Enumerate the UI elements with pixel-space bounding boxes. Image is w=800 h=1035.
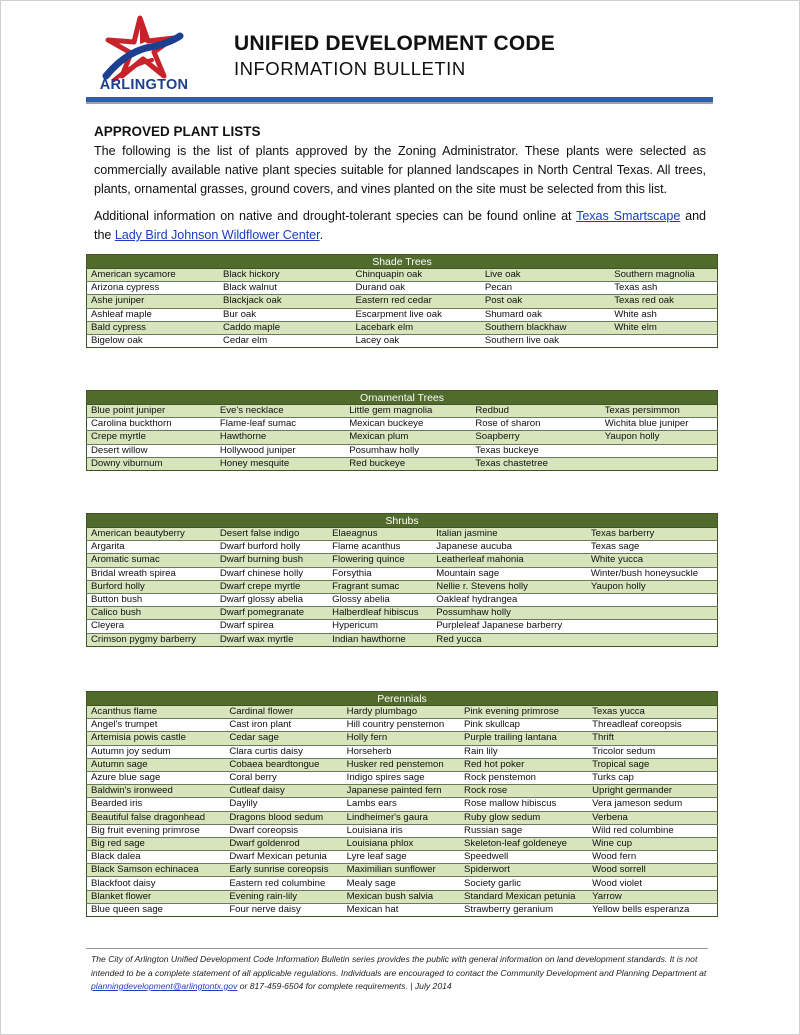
plant-name-cell: Crimson pygmy barberry	[87, 633, 216, 646]
plant-name-cell: Cast iron plant	[225, 719, 342, 732]
plant-name-cell: Flowering quince	[328, 554, 432, 567]
plant-name-cell: Wine cup	[588, 837, 717, 850]
table-row	[87, 295, 718, 308]
plant-name-cell: Dragons blood sedum	[225, 811, 342, 824]
plant-name-cell: Pink evening primrose	[460, 706, 588, 719]
plant-name-cell: Pecan	[481, 282, 610, 295]
plant-name-cell: Wichita blue juniper	[601, 418, 718, 431]
plant-name-cell: Southern magnolia	[610, 269, 717, 282]
plant-name-cell: Vera jameson sedum	[588, 798, 717, 811]
plant-name-cell: Blackfoot daisy	[87, 877, 226, 890]
plant-name-cell: Red buckeye	[345, 457, 471, 470]
plant-name-cell: Mexican buckeye	[345, 418, 471, 431]
plant-name-cell: Wood violet	[588, 877, 717, 890]
plant-name-cell: Tricolor sedum	[588, 745, 717, 758]
plant-name-cell: Dwarf Mexican petunia	[225, 851, 342, 864]
plant-name-cell: Texas yucca	[588, 706, 717, 719]
plant-name-cell: Winter/bush honeysuckle	[587, 567, 718, 580]
plant-name-cell: Texas chastetree	[471, 457, 600, 470]
plant-name-cell: Nellie r. Stevens holly	[432, 580, 587, 593]
table-row	[87, 580, 718, 593]
table-row	[87, 798, 718, 811]
plant-name-cell: Coral berry	[225, 771, 342, 784]
logo-wordmark: ARLINGTON	[99, 77, 189, 93]
table-row	[87, 457, 718, 470]
plant-name-cell: Bridal wreath spirea	[87, 567, 216, 580]
plant-name-cell: Live oak	[481, 269, 610, 282]
intro-text: Additional information on native and drought-tolerant species can be found online at	[94, 209, 577, 223]
plant-name-cell: Yaupon holly	[601, 431, 718, 444]
table-row	[87, 824, 718, 837]
plant-name-cell: Eastern red cedar	[352, 295, 481, 308]
table-row	[87, 528, 718, 541]
plant-name-cell	[587, 633, 718, 646]
plant-name-cell: Hypericum	[328, 620, 432, 633]
table-row	[87, 758, 718, 771]
plant-name-cell: Hill country penstemon	[343, 719, 460, 732]
plant-name-cell: Rose of sharon	[471, 418, 600, 431]
plant-name-cell: Dwarf chinese holly	[216, 567, 328, 580]
plant-name-cell: Wood fern	[588, 851, 717, 864]
plant-name-cell: Carolina buckthorn	[87, 418, 216, 431]
table-row	[87, 554, 718, 567]
plant-name-cell: Desert willow	[87, 444, 216, 457]
plant-name-cell: Mealy sage	[343, 877, 460, 890]
table-title: Shade Trees	[87, 255, 718, 269]
plant-name-cell: Wood sorrell	[588, 864, 717, 877]
plant-name-cell: Lindheimer's gaura	[343, 811, 460, 824]
plant-name-cell: Louisiana iris	[343, 824, 460, 837]
plant-name-cell: Strawberry geranium	[460, 903, 588, 916]
plant-name-cell: Caddo maple	[219, 321, 352, 334]
plant-name-cell: Elaeagnus	[328, 528, 432, 541]
plant-name-cell: Standard Mexican petunia	[460, 890, 588, 903]
intro-section	[94, 124, 706, 253]
plant-name-cell: Aromatic sumac	[87, 554, 216, 567]
planning-email-link[interactable]: planningdevelopment@arlingtontx.gov	[91, 981, 238, 991]
table-row	[87, 903, 718, 916]
bulletin-title: UNIFIED DEVELOPMENT CODE	[234, 32, 555, 55]
plant-name-cell: Cedar elm	[219, 334, 352, 347]
table-title: Perennials	[87, 692, 718, 706]
shade-trees-table	[86, 254, 718, 348]
plant-name-cell: Ashleaf maple	[87, 308, 220, 321]
plant-name-cell: Purple trailing lantana	[460, 732, 588, 745]
plant-name-cell: Big red sage	[87, 837, 226, 850]
plant-name-cell: Japanese aucuba	[432, 541, 587, 554]
plant-name-cell: Mexican bush salvia	[343, 890, 460, 903]
table-row	[87, 719, 718, 732]
plant-name-cell: Redbud	[471, 405, 600, 418]
texas-smartscape-link[interactable]: Texas Smartscape	[576, 209, 681, 223]
plant-name-cell: Texas red oak	[610, 295, 717, 308]
table-row	[87, 837, 718, 850]
plant-name-cell: Dwarf coreopsis	[225, 824, 342, 837]
table-row	[87, 864, 718, 877]
plant-name-cell: Evening rain-lily	[225, 890, 342, 903]
table-row	[87, 308, 718, 321]
plant-name-cell: Blackjack oak	[219, 295, 352, 308]
intro-paragraph-2	[94, 207, 706, 245]
footer-disclaimer	[91, 953, 711, 994]
table-row	[87, 877, 718, 890]
plant-name-cell: Texas buckeye	[471, 444, 600, 457]
plant-name-cell: Rose mallow hibiscus	[460, 798, 588, 811]
plant-name-cell: Desert false indigo	[216, 528, 328, 541]
header-rule-gray	[86, 102, 713, 104]
plant-name-cell	[587, 620, 718, 633]
plant-name-cell: Southern blackhaw	[481, 321, 610, 334]
plant-name-cell: Red hot poker	[460, 758, 588, 771]
plant-name-cell: Mexican plum	[345, 431, 471, 444]
footer-text: or 817-459-6504 for complete requirements. | July 2014	[237, 981, 452, 991]
table-row	[87, 745, 718, 758]
plant-name-cell: Tropical sage	[588, 758, 717, 771]
plant-name-cell: Dwarf goldenrod	[225, 837, 342, 850]
plant-name-cell: Crepe myrtle	[87, 431, 216, 444]
plant-name-cell: Forsythia	[328, 567, 432, 580]
table-row	[87, 706, 718, 719]
plant-name-cell: Bigelow oak	[87, 334, 220, 347]
table-row	[87, 851, 718, 864]
plant-name-cell: Italian jasmine	[432, 528, 587, 541]
plant-name-cell: Texas persimmon	[601, 405, 718, 418]
plant-name-cell: Turks cap	[588, 771, 717, 784]
plant-name-cell: Clara curtis daisy	[225, 745, 342, 758]
plant-name-cell: Southern live oak	[481, 334, 610, 347]
plant-name-cell: Honey mesquite	[216, 457, 345, 470]
plant-name-cell: Hollywood juniper	[216, 444, 345, 457]
plant-name-cell: Dwarf pomegranate	[216, 607, 328, 620]
plant-name-cell: Lacey oak	[352, 334, 481, 347]
plant-name-cell: Hardy plumbago	[343, 706, 460, 719]
plant-name-cell: Big fruit evening primrose	[87, 824, 226, 837]
plant-name-cell: Blue queen sage	[87, 903, 226, 916]
plant-name-cell: Blanket flower	[87, 890, 226, 903]
plant-name-cell: Horseherb	[343, 745, 460, 758]
plant-name-cell: Cleyera	[87, 620, 216, 633]
plant-name-cell: Spiderwort	[460, 864, 588, 877]
plant-name-cell: Eastern red columbine	[225, 877, 342, 890]
plant-name-cell: Leatherleaf mahonia	[432, 554, 587, 567]
plant-name-cell: Indigo spires sage	[343, 771, 460, 784]
plant-name-cell: Post oak	[481, 295, 610, 308]
plant-name-cell: Texas barberry	[587, 528, 718, 541]
plant-name-cell: Indian hawthorne	[328, 633, 432, 646]
plant-name-cell: Yaupon holly	[587, 580, 718, 593]
plant-name-cell: Ashe juniper	[87, 295, 220, 308]
plant-name-cell: Thrift	[588, 732, 717, 745]
plant-name-cell: Escarpment live oak	[352, 308, 481, 321]
ornamental-trees-table	[86, 390, 718, 471]
plant-name-cell: Upright germander	[588, 785, 717, 798]
plant-name-cell: Artemisia powis castle	[87, 732, 226, 745]
table-row	[87, 444, 718, 457]
plant-name-cell: Downy viburnum	[87, 457, 216, 470]
plant-name-cell: Speedwell	[460, 851, 588, 864]
plant-name-cell: Dwarf wax myrtle	[216, 633, 328, 646]
plant-name-cell: Calico bush	[87, 607, 216, 620]
plant-name-cell: Rock penstemon	[460, 771, 588, 784]
plant-name-cell: Little gem magnolia	[345, 405, 471, 418]
table-row	[87, 541, 718, 554]
intro-paragraph-1: The following is the list of plants approved by the Zoning Administrator. These plants were selected as commercially available native plant species suitable for planned landscapes in North Central Texas. All trees, plants, ornamental grasses, ground covers, and vines planted on the site must be selected from this list.	[94, 144, 706, 196]
plant-name-cell: Mountain sage	[432, 567, 587, 580]
plant-name-cell: Maximilian sunflower	[343, 864, 460, 877]
plant-name-cell: Rock rose	[460, 785, 588, 798]
plant-name-cell: Autumn joy sedum	[87, 745, 226, 758]
table-row	[87, 732, 718, 745]
plant-name-cell: Texas ash	[610, 282, 717, 295]
plant-name-cell: Skeleton-leaf goldeneye	[460, 837, 588, 850]
footer-rule	[86, 948, 708, 949]
plant-name-cell: Wild red columbine	[588, 824, 717, 837]
table-row	[87, 771, 718, 784]
table-row	[87, 418, 718, 431]
plant-name-cell: Flame-leaf sumac	[216, 418, 345, 431]
plant-name-cell: Possumhaw holly	[432, 607, 587, 620]
table-row	[87, 593, 718, 606]
plant-name-cell: Japanese painted fern	[343, 785, 460, 798]
plant-name-cell: Lyre leaf sage	[343, 851, 460, 864]
table-row	[87, 282, 718, 295]
plant-name-cell	[610, 334, 717, 347]
plant-name-cell: Cutleaf daisy	[225, 785, 342, 798]
plant-name-cell: Dwarf burning bush	[216, 554, 328, 567]
plant-name-cell: Angel's trumpet	[87, 719, 226, 732]
plant-name-cell: Oakleaf hydrangea	[432, 593, 587, 606]
plant-name-cell: Arizona cypress	[87, 282, 220, 295]
plant-name-cell: Black hickory	[219, 269, 352, 282]
plant-name-cell: Four nerve daisy	[225, 903, 342, 916]
plant-name-cell: Yarrow	[588, 890, 717, 903]
plant-name-cell: Cobaea beardtongue	[225, 758, 342, 771]
plant-name-cell: Mexican hat	[343, 903, 460, 916]
plant-name-cell: Burford holly	[87, 580, 216, 593]
plant-name-cell: Black walnut	[219, 282, 352, 295]
table-row	[87, 811, 718, 824]
plant-name-cell: Dwarf crepe myrtle	[216, 580, 328, 593]
table-row	[87, 607, 718, 620]
wildflower-center-link[interactable]: Lady Bird Johnson Wildflower Center	[114, 228, 320, 242]
plant-name-cell: White ash	[610, 308, 717, 321]
table-row	[87, 620, 718, 633]
plant-name-cell: Daylily	[225, 798, 342, 811]
plant-name-cell: Argarita	[87, 541, 216, 554]
table-row	[87, 321, 718, 334]
plant-name-cell: Dwarf spirea	[216, 620, 328, 633]
plant-name-cell: American beautyberry	[87, 528, 216, 541]
plant-name-cell: Blue point juniper	[87, 405, 216, 418]
plant-name-cell: White elm	[610, 321, 717, 334]
plant-name-cell: Society garlic	[460, 877, 588, 890]
plant-name-cell: Bald cypress	[87, 321, 220, 334]
table-title: Ornamental Trees	[87, 391, 718, 405]
intro-text: .	[319, 228, 324, 242]
plant-name-cell: Louisiana phlox	[343, 837, 460, 850]
plant-name-cell: Cedar sage	[225, 732, 342, 745]
plant-name-cell: Lambs ears	[343, 798, 460, 811]
shrubs-table	[86, 513, 718, 647]
plant-name-cell: Soapberry	[471, 431, 600, 444]
plant-name-cell: Lacebark elm	[352, 321, 481, 334]
plant-name-cell: Holly fern	[343, 732, 460, 745]
plant-name-cell: Cardinal flower	[225, 706, 342, 719]
table-row	[87, 890, 718, 903]
plant-name-cell: American sycamore	[87, 269, 220, 282]
plant-name-cell	[587, 593, 718, 606]
plant-name-cell: Autumn sage	[87, 758, 226, 771]
plant-name-cell: White yucca	[587, 554, 718, 567]
plant-name-cell	[601, 457, 718, 470]
plant-name-cell: Hawthorne	[216, 431, 345, 444]
table-title: Shrubs	[87, 514, 718, 528]
plant-name-cell: Rain lily	[460, 745, 588, 758]
plant-name-cell: Baldwin's ironweed	[87, 785, 226, 798]
plant-name-cell: Black dalea	[87, 851, 226, 864]
plant-name-cell: Dwarf burford holly	[216, 541, 328, 554]
plant-name-cell: Early sunrise coreopsis	[225, 864, 342, 877]
plant-name-cell: Texas sage	[587, 541, 718, 554]
plant-name-cell: Dwarf glossy abelia	[216, 593, 328, 606]
plant-name-cell: Acanthus flame	[87, 706, 226, 719]
plant-name-cell: Chinquapin oak	[352, 269, 481, 282]
plant-name-cell: Halberdleaf hibiscus	[328, 607, 432, 620]
perennials-table	[86, 691, 718, 917]
plant-name-cell: Posumhaw holly	[345, 444, 471, 457]
plant-name-cell: Threadleaf coreopsis	[588, 719, 717, 732]
table-row	[87, 431, 718, 444]
plant-name-cell	[587, 607, 718, 620]
plant-name-cell: Fragrant sumac	[328, 580, 432, 593]
plant-name-cell: Purpleleaf Japanese barberry	[432, 620, 587, 633]
plant-name-cell: Azure blue sage	[87, 771, 226, 784]
plant-name-cell: Glossy abelia	[328, 593, 432, 606]
plant-name-cell: Bur oak	[219, 308, 352, 321]
bulletin-subtitle: INFORMATION BULLETIN	[234, 58, 466, 79]
plant-name-cell: Pink skullcap	[460, 719, 588, 732]
plant-name-cell: Beautiful false dragonhead	[87, 811, 226, 824]
plant-name-cell	[601, 444, 718, 457]
plant-name-cell: Black Samson echinacea	[87, 864, 226, 877]
plant-name-cell: Ruby glow sedum	[460, 811, 588, 824]
plant-name-cell: Red yucca	[432, 633, 587, 646]
table-row	[87, 633, 718, 646]
table-row	[87, 567, 718, 580]
plant-name-cell: Flame acanthus	[328, 541, 432, 554]
plant-name-cell: Durand oak	[352, 282, 481, 295]
footer-text: The City of Arlington Unified Development Code Information Bulletin series provides the public with general information on land development standards. It is not intended to be a complete statement of all applicable regulations. Individuals are encouraged to contact the Community Development and Planning Department at	[91, 954, 707, 978]
plant-name-cell: Button bush	[87, 593, 216, 606]
plant-name-cell: Verbena	[588, 811, 717, 824]
section-heading: APPROVED PLANT LISTS	[94, 124, 261, 139]
plant-name-cell: Eve's necklace	[216, 405, 345, 418]
plant-name-cell: Russian sage	[460, 824, 588, 837]
plant-name-cell: Bearded iris	[87, 798, 226, 811]
plant-name-cell: Shumard oak	[481, 308, 610, 321]
table-row	[87, 405, 718, 418]
plant-name-cell: Yellow bells esperanza	[588, 903, 717, 916]
table-row	[87, 269, 718, 282]
plant-name-cell: Husker red penstemon	[343, 758, 460, 771]
table-row	[87, 334, 718, 347]
table-row	[87, 785, 718, 798]
intro-text: and the	[94, 209, 707, 242]
